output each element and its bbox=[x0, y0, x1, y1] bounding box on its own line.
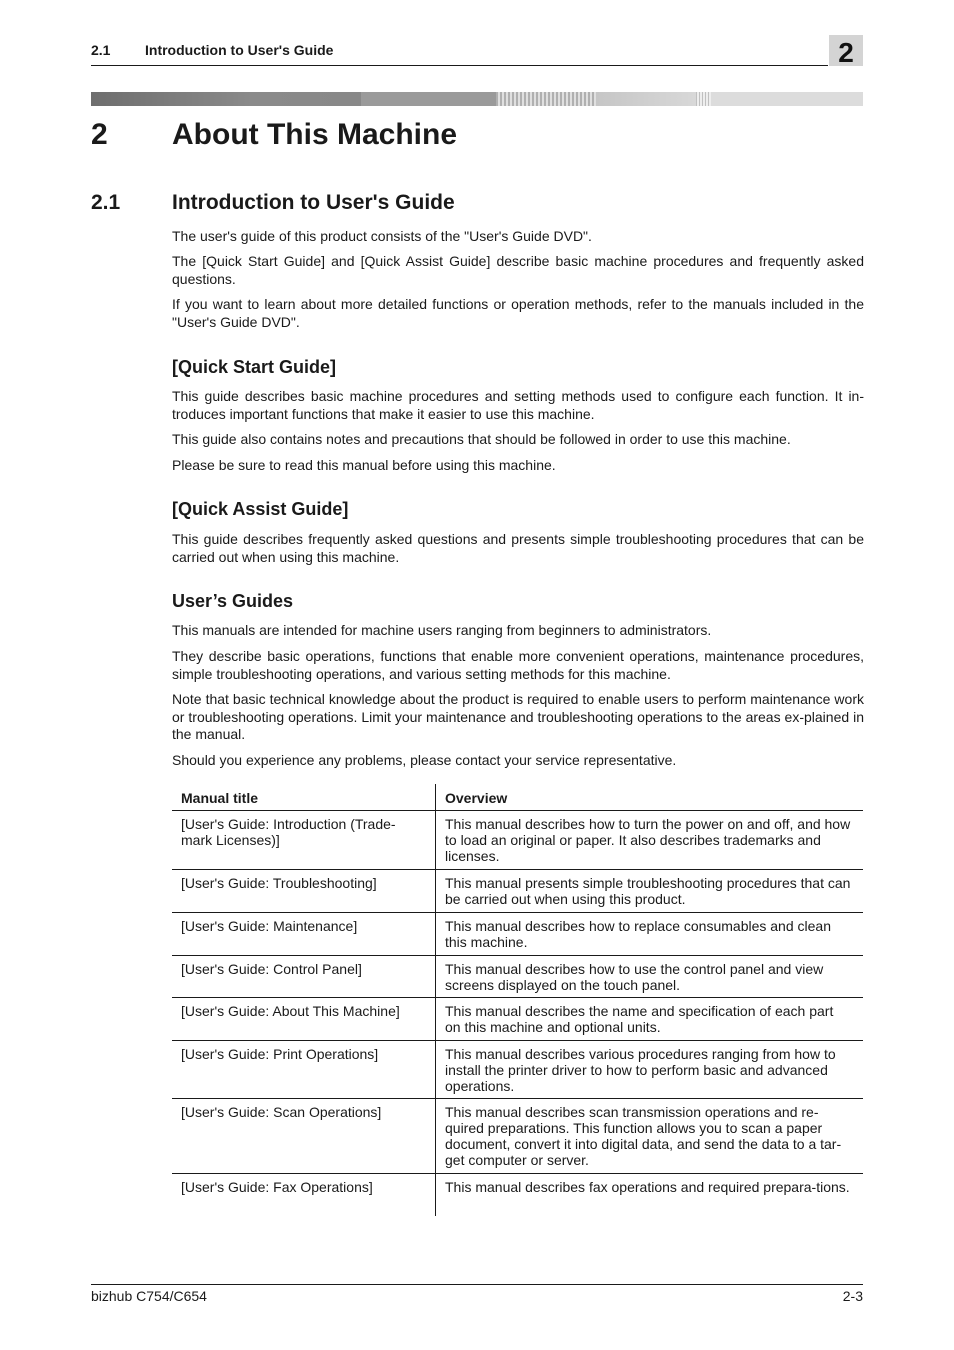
chapter-badge: 2 bbox=[829, 35, 863, 66]
header-section-title: Introduction to User's Guide bbox=[145, 42, 334, 58]
quick-assist-paragraph: This guide describes frequently asked questions and presents simple troubleshooting procedures that can be carried out when using this machine. bbox=[172, 531, 864, 565]
table-cell-overview: This manual presents simple troubleshooting procedures that can be carried out when using this product. bbox=[435, 870, 863, 912]
table-cell-overview: This manual describes scan transmission operations and re-quired preparations. This function allows you to scan a paper document, convert it into digital data, and send the data to a tar-get computer or server. bbox=[435, 1099, 863, 1173]
quick-start-paragraph: This guide also contains notes and precautions that should be followed in order to use this machine. bbox=[172, 431, 791, 447]
table-cell-title: [User's Guide: Maintenance] bbox=[181, 918, 358, 934]
table-cell-title: [User's Guide: Print Operations] bbox=[181, 1046, 379, 1062]
table-header-overview: Overview bbox=[435, 784, 863, 810]
table-row bbox=[172, 913, 863, 956]
table-cell-title: [User's Guide: Troubleshooting] bbox=[181, 875, 377, 891]
table-cell-overview: This manual describes how to use the control panel and view screens displayed on the touch panel. bbox=[435, 956, 863, 997]
table-cell-overview: This manual describes how to replace consumables and clean this machine. bbox=[435, 913, 863, 955]
users-guides-paragraph: They describe basic operations, functions that enable more convenient operations, maintenance procedures, simple troubleshooting operations, and various setting methods for this machine. bbox=[172, 648, 864, 682]
users-guides-paragraph: Note that basic technical knowledge about the product is required to enable users to perform maintenance work or troubleshooting operations. Limit your maintenance and troubleshooting operations to the areas ex-plained in the manual. bbox=[172, 691, 864, 742]
chapter-title: About This Machine bbox=[172, 118, 457, 151]
quick-start-paragraph: This guide describes basic machine procedures and setting methods used to configure each function. It in-troduces important functions that make it easier to use this machine. bbox=[172, 388, 864, 422]
section-paragraph: The user's guide of this product consists of the "User's Guide DVD". bbox=[172, 228, 592, 244]
quick-start-paragraph: Please be sure to read this manual before using this machine. bbox=[172, 457, 556, 473]
decorative-stripe bbox=[91, 92, 863, 106]
table-cell-overview: This manual describes various procedures ranging from how to install the printer driver to how to perform basic and advanced operations. bbox=[435, 1041, 863, 1098]
table-cell-overview: This manual describes fax operations and required prepara-tions. bbox=[435, 1174, 863, 1216]
table-header-row bbox=[172, 784, 863, 811]
header-rule bbox=[91, 65, 828, 66]
table-cell-title: [User's Guide: About This Machine] bbox=[181, 1003, 400, 1019]
section-paragraph: If you want to learn about more detailed functions or operation methods, refer to the manuals included in the "User's Guide DVD". bbox=[172, 296, 864, 330]
table-cell-title: [User's Guide: Scan Operations] bbox=[181, 1104, 382, 1120]
table-cell-title: [User's Guide: Fax Operations] bbox=[181, 1179, 373, 1195]
table-row bbox=[172, 1174, 863, 1216]
table-header-manual-title: Manual title bbox=[181, 790, 259, 806]
table-row bbox=[172, 1099, 863, 1174]
table-row bbox=[172, 811, 863, 870]
table-cell-overview: This manual describes the name and specification of each part on this machine and optional units. bbox=[435, 998, 863, 1040]
manuals-table bbox=[172, 784, 863, 1216]
table-cell-overview: This manual describes how to turn the power on and off, and how to load an original or paper. It also describes trademarks and licenses. bbox=[435, 811, 863, 869]
header-section-number: 2.1 bbox=[91, 42, 111, 58]
table-cell-title: [User's Guide: Introduction (Trade-mark Licenses)] bbox=[181, 816, 396, 848]
users-guides-paragraph: This manuals are intended for machine users ranging from beginners to administrators. bbox=[172, 622, 712, 638]
section-title: Introduction to User's Guide bbox=[172, 191, 455, 214]
table-cell-title: [User's Guide: Control Panel] bbox=[181, 961, 362, 977]
quick-assist-heading: [Quick Assist Guide] bbox=[172, 499, 349, 519]
users-guides-heading: User’s Guides bbox=[172, 591, 294, 611]
table-row bbox=[172, 998, 863, 1041]
quick-start-heading: [Quick Start Guide] bbox=[172, 357, 337, 377]
section-paragraph: The [Quick Start Guide] and [Quick Assist Guide] describe basic machine procedures and frequently asked questions. bbox=[172, 253, 864, 287]
footer-product: bizhub C754/C654 bbox=[91, 1288, 207, 1304]
footer-rule bbox=[91, 1284, 863, 1285]
chapter-number: 2 bbox=[91, 118, 108, 151]
section-number: 2.1 bbox=[91, 191, 121, 214]
footer-page-number: 2-3 bbox=[842, 1288, 863, 1304]
table-row bbox=[172, 870, 863, 913]
table-row bbox=[172, 956, 863, 998]
table-row bbox=[172, 1041, 863, 1099]
users-guides-paragraph: Should you experience any problems, please contact your service representative. bbox=[172, 752, 677, 768]
